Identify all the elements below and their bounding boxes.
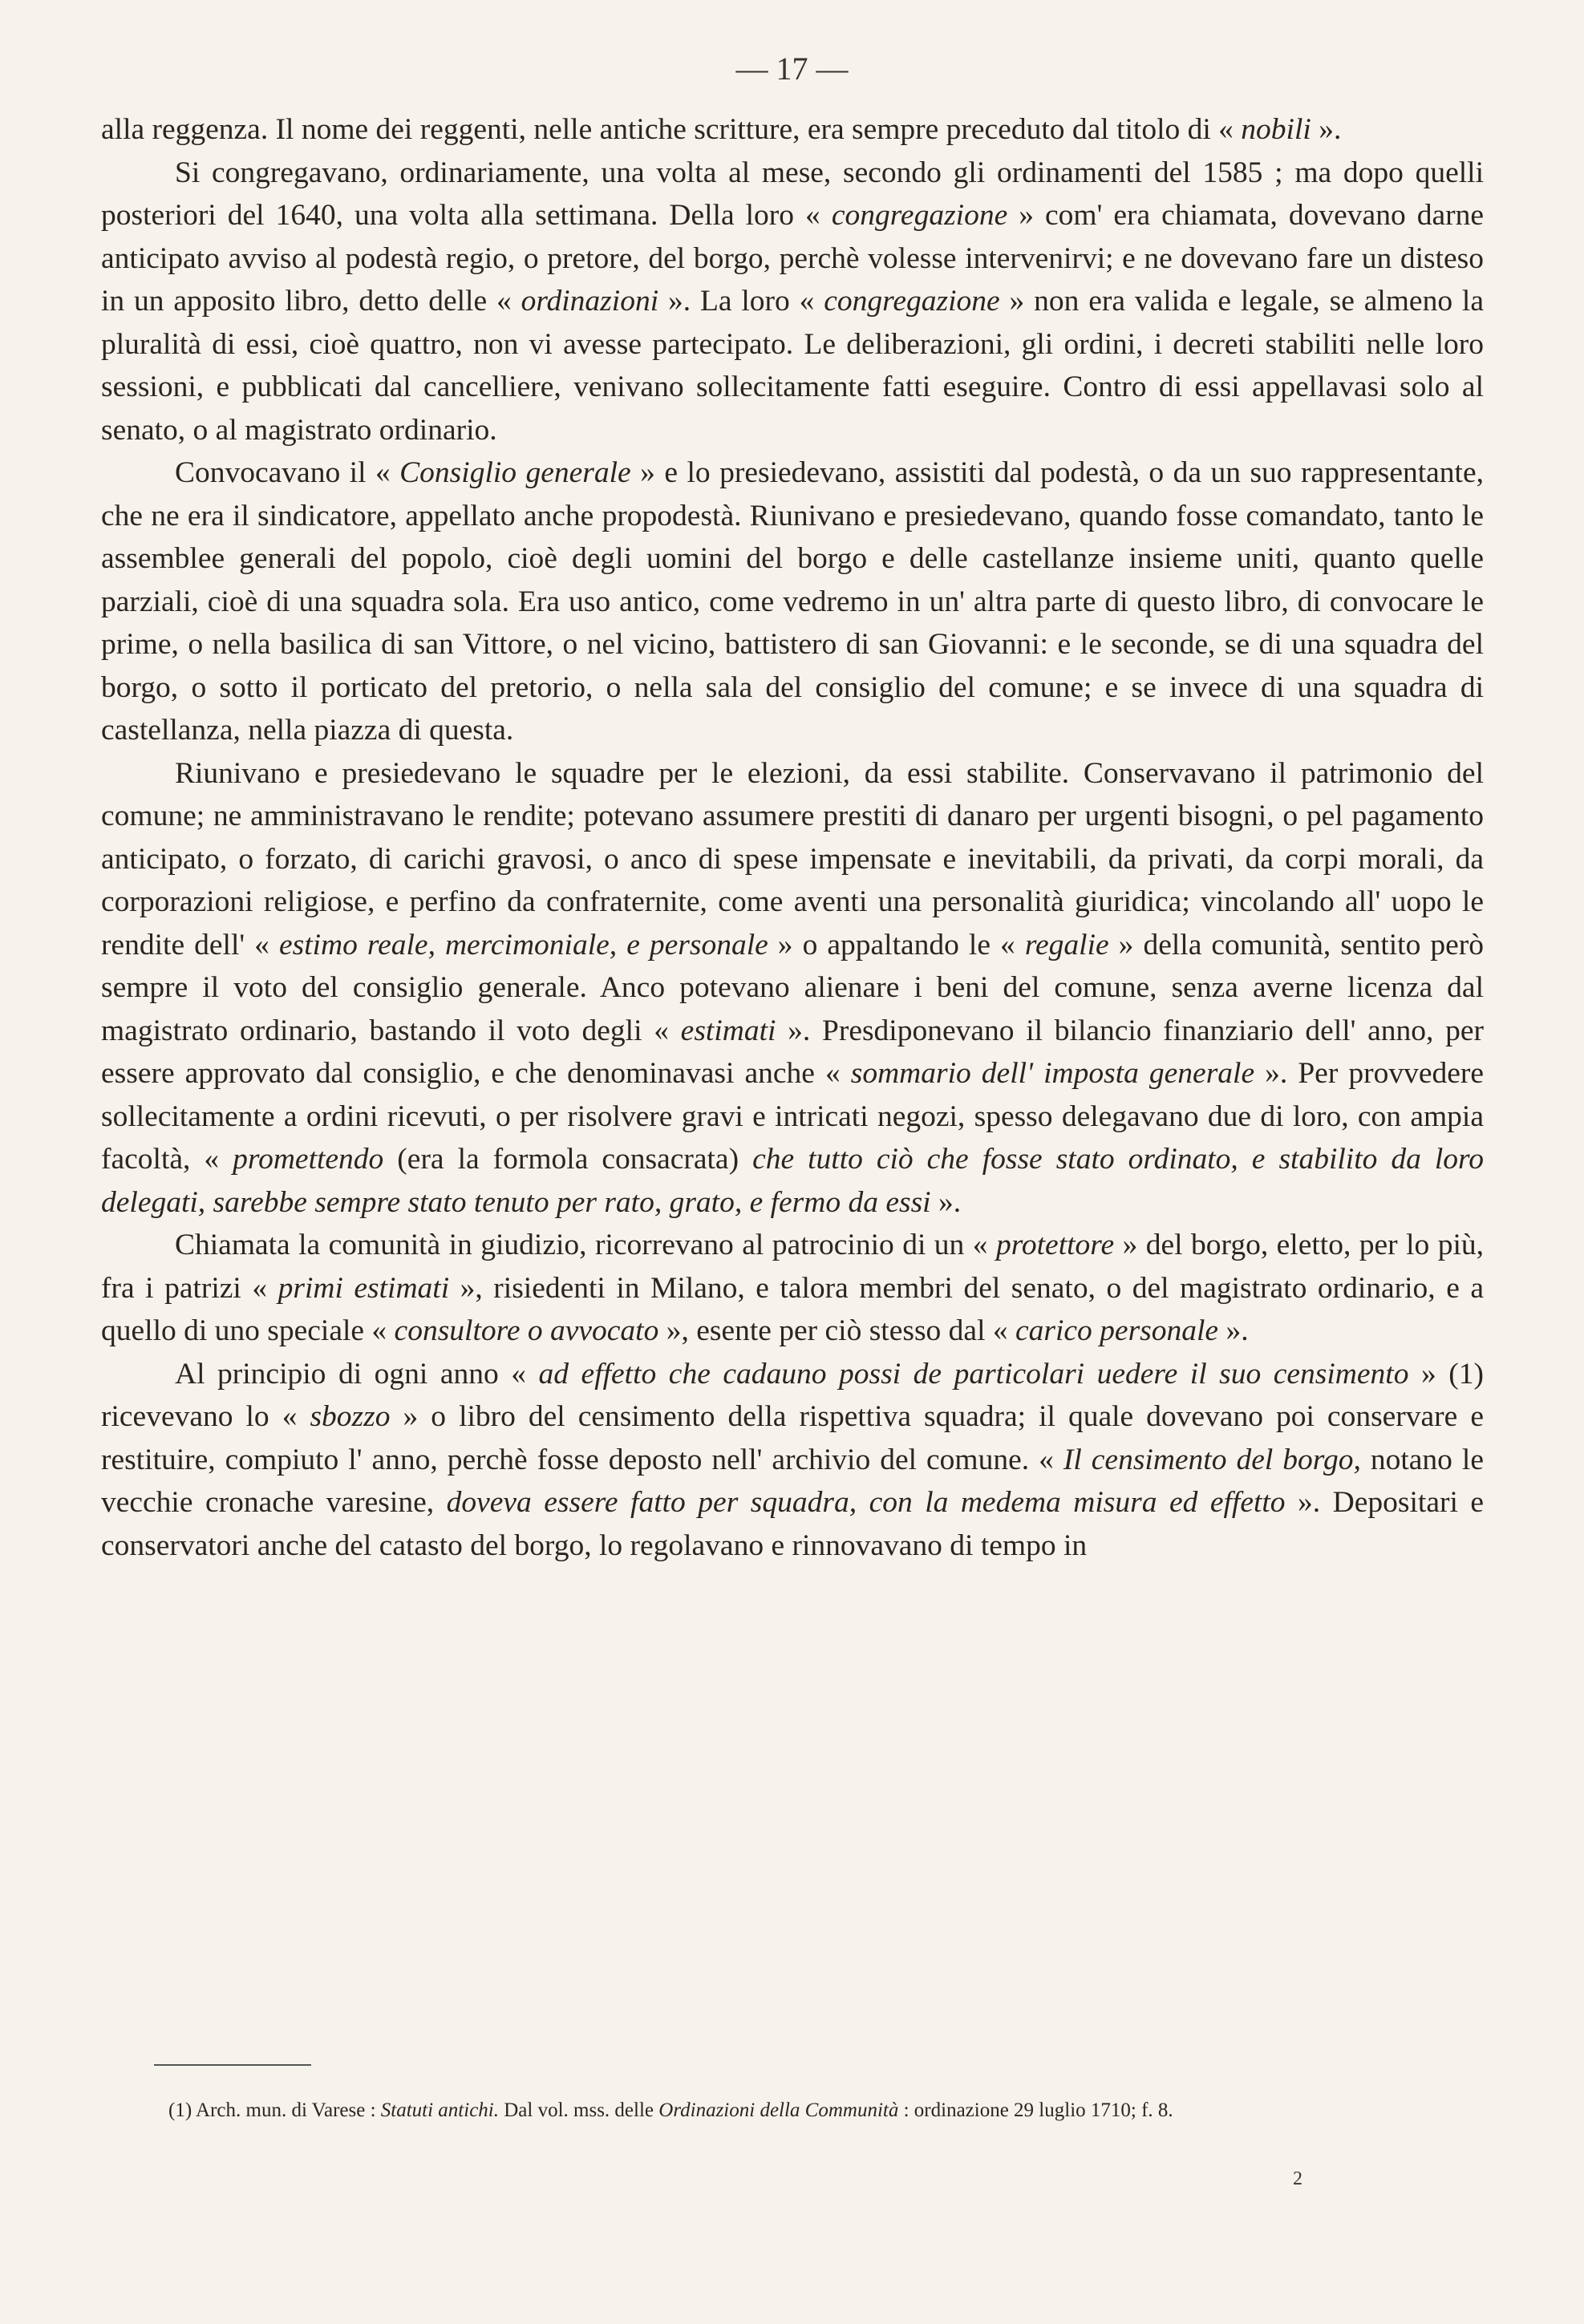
italic-run: nobili [1241,113,1311,146]
italic-run: promettendo [233,1143,384,1176]
italic-run: Consiglio generale [399,456,631,489]
text-run: » (1) ricevevano lo « [101,1357,1484,1433]
text-run: » della comunità, sentito però sempre il voto del consiglio generale. Anco potevano alienare i beni del comune, senza averne licenza dal magistrato ordinario, bastando il voto degli « [101,928,1484,1047]
italic-run: estimati [680,1014,776,1047]
paragraph [101,108,1484,152]
italic-run: ad effetto che cadauno possi de particolari uedere il suo censimento [538,1357,1409,1391]
printer-signature-mark: 2 [1293,2168,1302,2189]
body-text [101,108,1484,1567]
text-run: » non era valida e legale, se almeno la pluralità di essi, cioè quattro, non vi avesse partecipato. Le deliberazioni, gli ordini, i decreti stabiliti nelle loro sessioni, e pubblicati dal cancelliere, venivano sollecitamente fatti eseguire. Contro di essi appellavasi solo al senato, o al magistrato ordinario. [101,285,1484,447]
italic-run: regalie [1024,928,1109,962]
italic-run: protettore [995,1229,1115,1261]
text-run: ». Depositari e conservatori anche del catasto del borgo, lo regolavano e rinnovavano di tempo in [101,1486,1484,1562]
text-run: ». [1218,1314,1249,1347]
text-run: Convocavano il « [175,456,400,489]
text-run: », risiedenti in Milano, e talora membri del senato, o del magistrato ordinario, e a quello di uno speciale « [101,1271,1484,1347]
text-run: », esente per ciò stesso dal « [658,1314,1015,1347]
page-number: — 17 — [735,51,849,87]
footnote-separator [154,2064,311,2066]
text-run: Chiamata la comunità in giudizio, ricorrevano al patrocinio di un « [175,1229,996,1261]
text-run: Dal vol. mss. delle [498,2099,659,2121]
footnote-text [154,2095,1437,2127]
text-run: ». Presdiponevano il bilancio finanziario dell' anno, per essere approvato dal consiglio, e che denominavasi anche « [101,1014,1484,1090]
text-run: Riunivano e presiedevano le squadre per le elezioni, da essi stabilite. Conservavano il patrimonio del comune; ne amministravano le rendite; potevano assumere prestiti di danaro per urgenti bisogni, o pel pagamento anticipato, o forzato, di carichi gravosi, o anco di spese impensate e inevitabili, da privati, da corpi morali, da corporazioni religiose, e perfino da confraternite, come aventi una personalità giuridica; vincolando all' uopo le rendite dell' « [101,756,1484,962]
text-run: ». La loro « [658,285,824,318]
paragraph [101,1224,1484,1353]
text-run: » del borgo, eletto, per lo più, fra i patrizi « [101,1229,1484,1305]
text-run: ». Per provvedere sollecitamente a ordini ricevuti, o per risolvere gravi e intricati negozi, spesso delegavano due di loro, con ampia facoltà, « [101,1057,1484,1176]
text-run: ». [930,1185,962,1219]
text-run: (era la formola consacrata) [383,1143,753,1176]
italic-run: Statuti antichi. [380,2099,499,2121]
text-run: » o appaltando le « [768,928,1025,962]
paragraph [101,451,1484,752]
italic-run: Ordinazioni della Communità [658,2099,899,2121]
text-run: ». [1311,113,1342,146]
text-run: » o libro del censimento della rispettiva squadra; il quale dovevano poi conservare e restituire, compiuto l' anno, perchè fosse deposto nell' archivio del comune. « [101,1400,1484,1476]
italic-run: sbozzo [310,1400,391,1433]
text-run: » com' era chiamata, dovevano darne anticipato avviso al podestà regio, o pretore, del borgo, perchè volesse intervenirvi; e ne dovevano fare un disteso in un apposito libro, detto delle « [101,199,1484,318]
text-run: notano le vecchie cronache varesine, [101,1443,1484,1519]
text-run: (1) Arch. mun. di Varese : [168,2099,381,2121]
paragraph [101,1353,1484,1568]
footnote [154,2095,1437,2127]
text-run: alla reggenza. Il nome dei reggenti, nelle antiche scritture, era sempre preceduto dal titolo di « [101,113,1242,146]
paragraph [101,752,1484,1225]
italic-run: congregazione [824,285,1000,318]
text-run: » e lo presiedevano, assistiti dal podestà, o da un suo rappresentante, che ne era il sindicatore, appellato anche propodestà. Riunivano e presiedevano, quando fosse comandato, tanto le assemblee generali del popolo, cioè degli uomini del borgo e delle castellanze insieme uniti, quanto quelle parziali, cioè di una squadra sola. Era uso antico, come vedremo in un' altra parte di questo libro, di convocare le prime, o nella basilica di san Vittore, o nel vicino, battistero di san Giovanni: e le seconde, se di una squadra del borgo, o sotto il porticato del pretorio, o nella sala del consiglio del comune; e se invece di una squadra di castellanza, nella piazza di questa. [101,456,1484,747]
italic-run: ordinazioni [521,285,659,318]
italic-run: congregazione [831,199,1008,232]
italic-run: doveva essere fatto per squadra, con la medema misura ed effetto [446,1486,1286,1519]
text-run: Si congregavano, ordinariamente, una volta al mese, secondo gli ordinamenti del 1585 ; ma dopo quelli posteriori del 1640, una volta alla settimana. Della loro « [101,156,1484,232]
italic-run: che tutto ciò che fosse stato ordinato, e stabilito da loro delegati, sarebbe sempre stato tenuto per rato, grato, e fermo da essi [101,1143,1484,1219]
italic-run: sommario dell' imposta generale [850,1057,1255,1090]
text-run: Al principio di ogni anno « [175,1357,539,1391]
italic-run: consultore o avvocato [394,1314,659,1347]
italic-run: primi estimati [278,1271,450,1305]
paragraph [101,152,1484,452]
italic-run: carico personale [1015,1314,1219,1347]
text-run: : ordinazione 29 luglio 1710; f. 8. [898,2099,1173,2121]
italic-run: Il censimento del borgo, [1063,1443,1361,1476]
italic-run: estimo reale, mercimoniale, e personale [278,928,768,962]
